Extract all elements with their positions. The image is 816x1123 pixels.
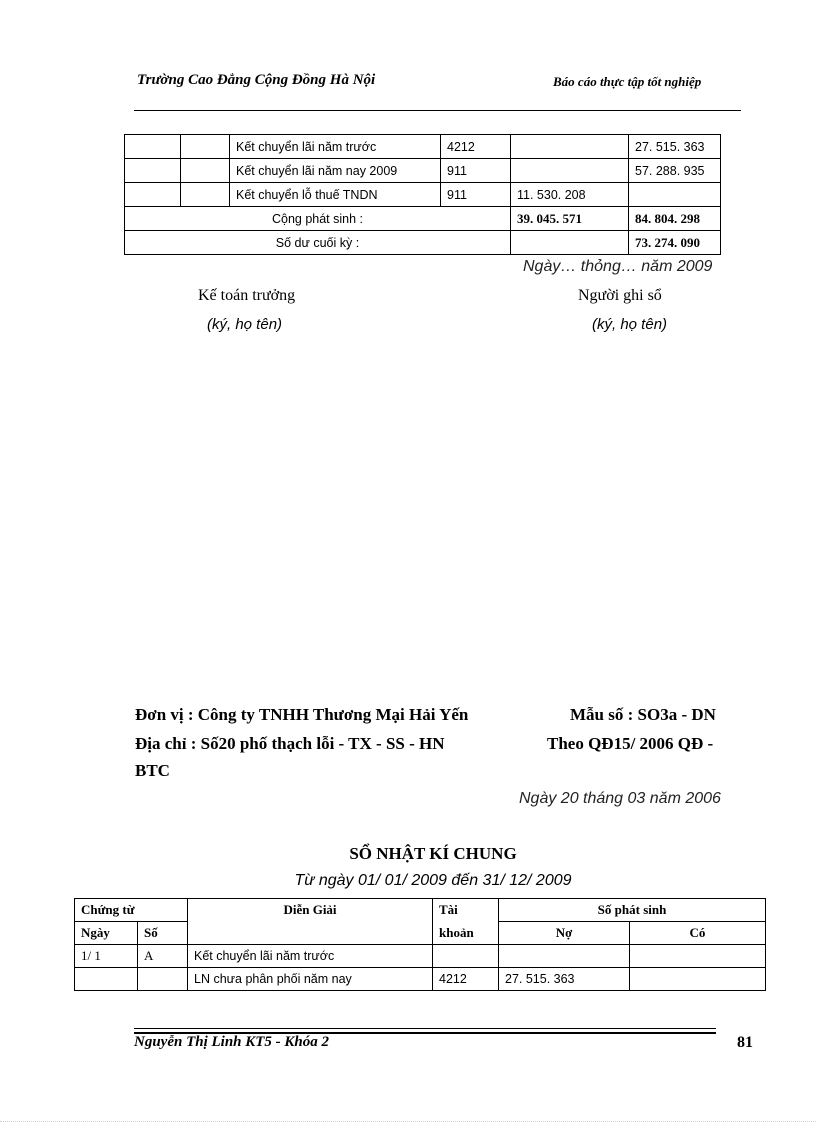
- journal-title: SỔ NHẬT KÍ CHUNG: [349, 844, 517, 863]
- row-credit: [630, 945, 766, 968]
- row-debit: [499, 945, 630, 968]
- footer-divider: [134, 1028, 716, 1029]
- row-credit: 27. 515. 363: [629, 135, 721, 159]
- balance-credit: 73. 274. 090: [629, 231, 721, 255]
- row-account: [433, 945, 499, 968]
- total-credit: 84. 804. 298: [629, 207, 721, 231]
- table-row: [75, 968, 766, 991]
- table-row: [125, 159, 721, 183]
- journal-header-row: [75, 899, 766, 922]
- credit-header: Có: [630, 922, 766, 945]
- total-row: [125, 207, 721, 231]
- journal-period: Từ ngày 01/ 01/ 2009 đến 31/ 12/ 2009: [294, 872, 572, 889]
- debit-header: Nợ: [499, 922, 630, 945]
- row-date: [75, 968, 138, 991]
- form-number: Mẫu số : SO3a - DN: [570, 705, 716, 724]
- row-description: LN chưa phân phối năm nay: [188, 968, 433, 991]
- table-row: [125, 183, 721, 207]
- row-account: 911: [441, 183, 511, 207]
- total-label: Cộng phát sinh :: [125, 207, 511, 231]
- total-debit: 39. 045. 571: [511, 207, 629, 231]
- row-account: 4212: [441, 135, 511, 159]
- row-debit: [511, 159, 629, 183]
- row-account: 4212: [433, 968, 499, 991]
- ledger-table: [124, 134, 721, 255]
- row-number: A: [138, 945, 188, 968]
- row-description: Kết chuyển lãi năm nay 2009: [230, 159, 441, 183]
- row-description: Kết chuyển lỗ thuế TNDN: [230, 183, 441, 207]
- row-credit: 57. 288. 935: [629, 159, 721, 183]
- amount-header: Số phát sinh: [499, 899, 766, 922]
- description-header: Diễn Giải: [188, 899, 433, 945]
- chief-accountant-sign-note: (ký, họ tên): [207, 316, 283, 333]
- page-bottom-edge: [0, 1121, 816, 1122]
- row-account: 911: [441, 159, 511, 183]
- footer-author: Nguyễn Thị Linh KT5 - Khóa 2: [134, 1034, 330, 1050]
- form-date: Ngày 20 tháng 03 năm 2006: [519, 790, 721, 807]
- chief-accountant-title: Kế toán trưởng: [198, 287, 296, 304]
- header-divider: [134, 110, 741, 111]
- decision-ref: Theo QĐ15/ 2006 QĐ -: [547, 734, 714, 753]
- row-description: Kết chuyển lãi năm trước: [188, 945, 433, 968]
- row-debit: 27. 515. 363: [499, 968, 630, 991]
- journal-table: [74, 898, 766, 991]
- balance-label: Số dư cuối kỳ :: [125, 231, 511, 255]
- row-description: Kết chuyển lãi năm trước: [230, 135, 441, 159]
- row-credit: [629, 183, 721, 207]
- header-report-title: Báo cáo thực tập tốt nghiệp: [553, 74, 702, 89]
- table-row: [75, 945, 766, 968]
- date-header: Ngày: [75, 922, 138, 945]
- row-debit: 11. 530. 208: [511, 183, 629, 207]
- page-number: 81: [737, 1034, 753, 1051]
- bookkeeper-sign-note: (ký, họ tên): [592, 316, 668, 333]
- unit-address: Địa chỉ : Số20 phố thạch lỗi - TX - SS - HN: [135, 734, 445, 753]
- row-debit: [511, 135, 629, 159]
- unit-name: Đơn vị : Công ty TNHH Thương Mại Hải Yến: [135, 705, 469, 724]
- table-row: [125, 135, 721, 159]
- account-header-cont: khoản: [433, 922, 499, 945]
- row-credit: [630, 968, 766, 991]
- number-header: Số: [138, 922, 188, 945]
- account-header: Tài: [433, 899, 499, 922]
- bookkeeper-title: Người ghi sổ: [578, 287, 662, 304]
- header-school: Trường Cao Đẳng Cộng Đồng Hà Nội: [137, 72, 376, 88]
- decision-ref-cont: BTC: [135, 761, 170, 780]
- voucher-header: Chứng từ: [75, 899, 188, 922]
- row-date: 1/ 1: [75, 945, 138, 968]
- row-number: [138, 968, 188, 991]
- balance-row: [125, 231, 721, 255]
- signature-date: Ngày… thỏng… năm 2009: [523, 258, 713, 275]
